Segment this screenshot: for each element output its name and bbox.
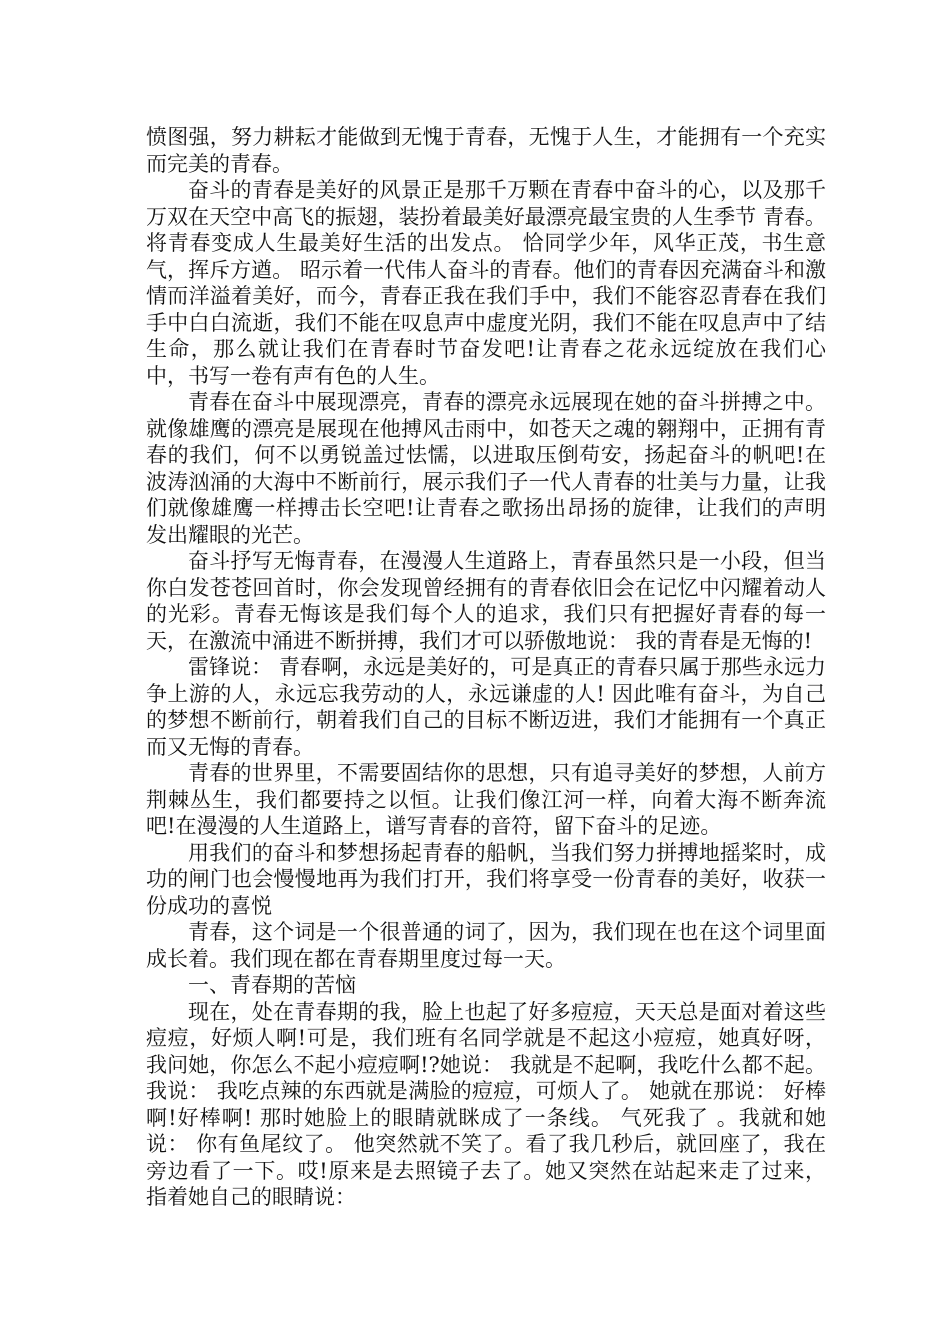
paragraph-5: 雷锋说： 青春啊，永远是美好的，可是真正的青春只属于那些永远力争上游的人，永远忘我劳动的人，永远谦虚的人! 因此唯有奋斗，为自己的梦想不断前行，朝着我们自己的目标不断迈进，我们才能拥有一个真正而又无悔的青春。 [146,655,826,759]
paragraph-2: 奋斗的青春是美好的风景正是那千万颗在青春中奋斗的心，以及那千万双在天空中高飞的振翅，装扮着最美好最漂亮最宝贵的人生季节 青春。将青春变成人生最美好生活的出发点。 恰同学少年，风华正茂，书生意气，挥斥方遒。 昭示着一代伟人奋斗的青春。他们的青春因充满奋斗和激情而洋溢着美好，而今，青春正我在我们手中，我们不能容忍青春在我们手中白白流逝，我们不能在叹息声中虚度光阴，我们不能在叹息声中了结生命，那么就让我们在青春时节奋发吧!让青春之花永远绽放在我们心中，书写一卷有声有色的人生。 [146,178,826,388]
paragraph-9: 现在，处在青春期的我，脸上也起了好多痘痘，天天总是面对着这些痘痘，好烦人啊!可是，我们班有名同学就是不起这小痘痘，她真好呀，我问她，你怎么不起小痘痘啊!?她说： 我就是不起啊，我吃什么都不起。 我说： 我吃点辣的东西就是满脸的痘痘，可烦人了。 她就在那说： 好棒啊!好棒啊! 那时她脸上的眼睛就眯成了一条线。 气死我了 。我就和她说： 你有鱼尾纹了。 他突然就不笑了。看了我几秒后，就回座了，我在旁边看了一下。哎!原来是去照镜子去了。她又突然在站起来走了过来，指着她自己的眼睛说： [146,999,826,1209]
document-body [146,124,826,1211]
paragraph-7: 用我们的奋斗和梦想扬起青春的船帆，当我们努力拼搏地摇桨时，成功的闸门也会慢慢地再为我们打开，我们将享受一份青春的美好，收获一份成功的喜悦 [146,840,826,918]
paragraph-8: 青春，这个词是一个很普通的词了，因为，我们现在也在这个词里面成长着。我们现在都在青春期里度过每一天。 [146,920,826,971]
paragraph-6: 青春的世界里，不需要固结你的思想，只有追寻美好的梦想，人前方荆棘丛生，我们都要持之以恒。让我们像江河一样，向着大海不断奔流吧!在漫漫的人生道路上，谱写青春的音符，留下奋斗的足迹。 [146,761,826,838]
paragraph-1: 愤图强，努力耕耘才能做到无愧于青春，无愧于人生，才能拥有一个充实而完美的青春。 [146,125,826,176]
section-heading: 一、青春期的苦恼 [188,973,356,997]
paragraph-3: 青春在奋斗中展现漂亮，青春的漂亮永远展现在她的奋斗拼搏之中。就像雄鹰的漂亮是展现在他搏风击雨中，如苍天之魂的翱翔中，正拥有青春的我们，何不以勇锐盖过怯懦，以进取压倒苟安，扬起奋斗的帆吧!在波涛汹涌的大海中不断前行，展示我们子一代人青春的壮美与力量，让我们就像雄鹰一样搏击长空吧!让青春之歌扬出昂扬的旋律，让我们的声明发出耀眼的光芒。 [146,390,826,547]
paragraph-4: 奋斗抒写无悔青春，在漫漫人生道路上，青春虽然只是一小段，但当你白发苍苍回首时，你会发现曾经拥有的青春依旧会在记忆中闪耀着动人的光彩。青春无悔该是我们每个人的追求，我们只有把握好青春的每一天，在激流中涌进不断拼搏，我们才可以骄傲地说： 我的青春是无悔的! [146,549,826,653]
